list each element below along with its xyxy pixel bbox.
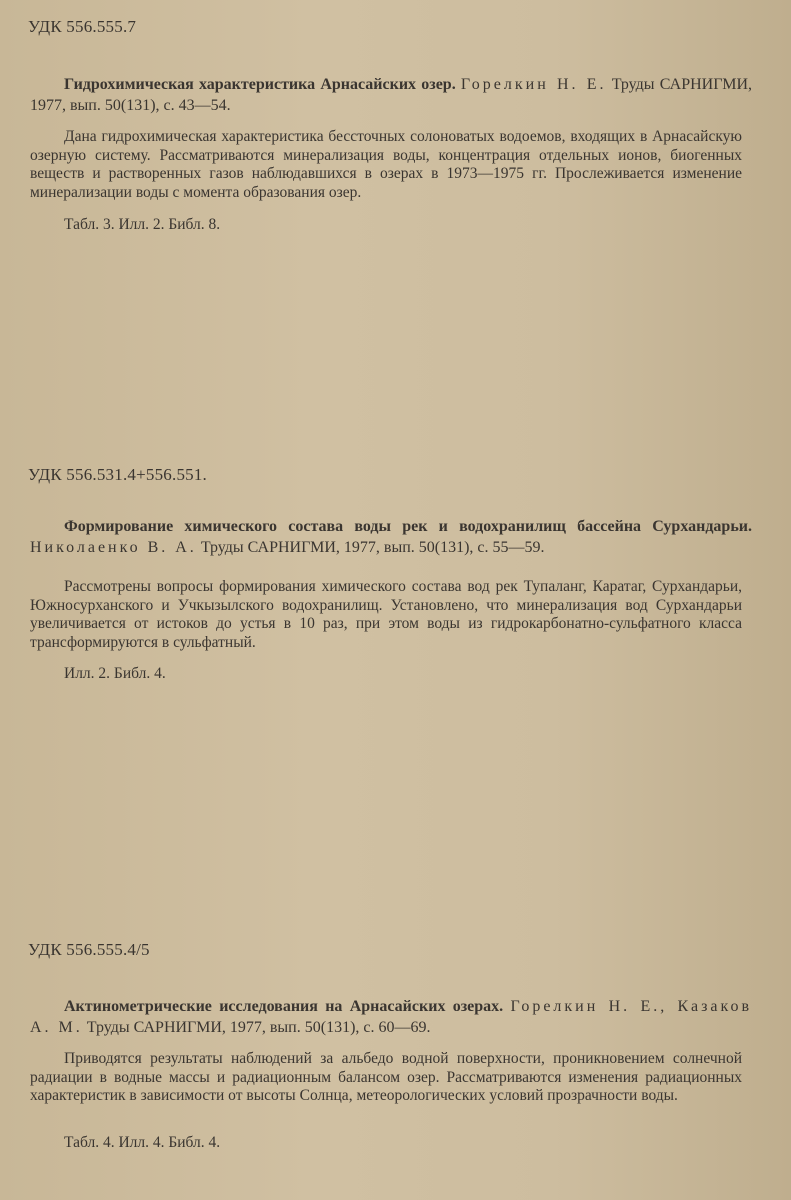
record-heading: [30, 996, 752, 1038]
record-abstract: Дана гидрохимическая характеристика бессточных солоноватых водоемов, входящих в Арнасайскую озерную систему. Рассматриваются минерализация воды, концентрация отдельных ионов, биогенных веществ и растворенных газов наблюдавшихся в озерах в 1973—1975 гг. Прослеживается изменение минерализации воды с момента образования озер.: [30, 128, 742, 201]
udk-code: УДК 556.555.7: [28, 17, 137, 36]
record-author: Николаенко В. А.: [30, 539, 197, 556]
record-source: Труды САРНИГМИ, 1977, вып. 50(131), с. 43—54.: [30, 76, 753, 114]
record-title: Актинометрические исследования на Арнасайских озерах.: [64, 998, 504, 1015]
record-title: Формирование химического состава воды рек и водохранилищ бассейна Сурхандарьи.: [64, 518, 752, 535]
record-author: Горелкин Н. Е., Казаков А. М.: [30, 998, 753, 1036]
record-references: Табл. 4. Илл. 4. Библ. 4.: [64, 1134, 221, 1151]
record-source: Труды САРНИГМИ, 1977, вып. 50(131), с. 55—59.: [200, 539, 545, 556]
record-abstract: Приводятся результаты наблюдений за альбедо водной поверхности, проникновением солнечной радиации в водные массы и радиационным балансом озер. Рассматриваются изменения радиационных характеристик в зависимости от высоты Солнца, метеорологических условий прозрачности воды.: [30, 1050, 742, 1104]
record-source: Труды САРНИГМИ, 1977, вып. 50(131), с. 60—69.: [86, 1019, 431, 1036]
record-author: Горелкин Н. Е.: [460, 76, 607, 93]
record-title: Гидрохимическая характеристика Арнасайских озер.: [64, 76, 456, 93]
udk-code: УДК 556.555.4/5: [28, 940, 150, 959]
udk-code: УДК 556.531.4+556.551.: [28, 465, 207, 484]
record-heading: [30, 74, 752, 116]
record-references: Табл. 3. Илл. 2. Библ. 8.: [64, 216, 221, 233]
record-abstract: Рассмотрены вопросы формирования химического состава вод рек Тупаланг, Каратаг, Сурхандарьи, Южносурханского и Учкызылского водохранилищ. Установлено, что минерализация вод Сурхандарьи увеличивается от истоков до устья в 10 раз, при этом воды из гидрокарбонатно-сульфатного класса трансформируются в сульфатный.: [30, 578, 742, 651]
record-references: Илл. 2. Библ. 4.: [64, 665, 166, 682]
record-heading: [30, 516, 752, 558]
